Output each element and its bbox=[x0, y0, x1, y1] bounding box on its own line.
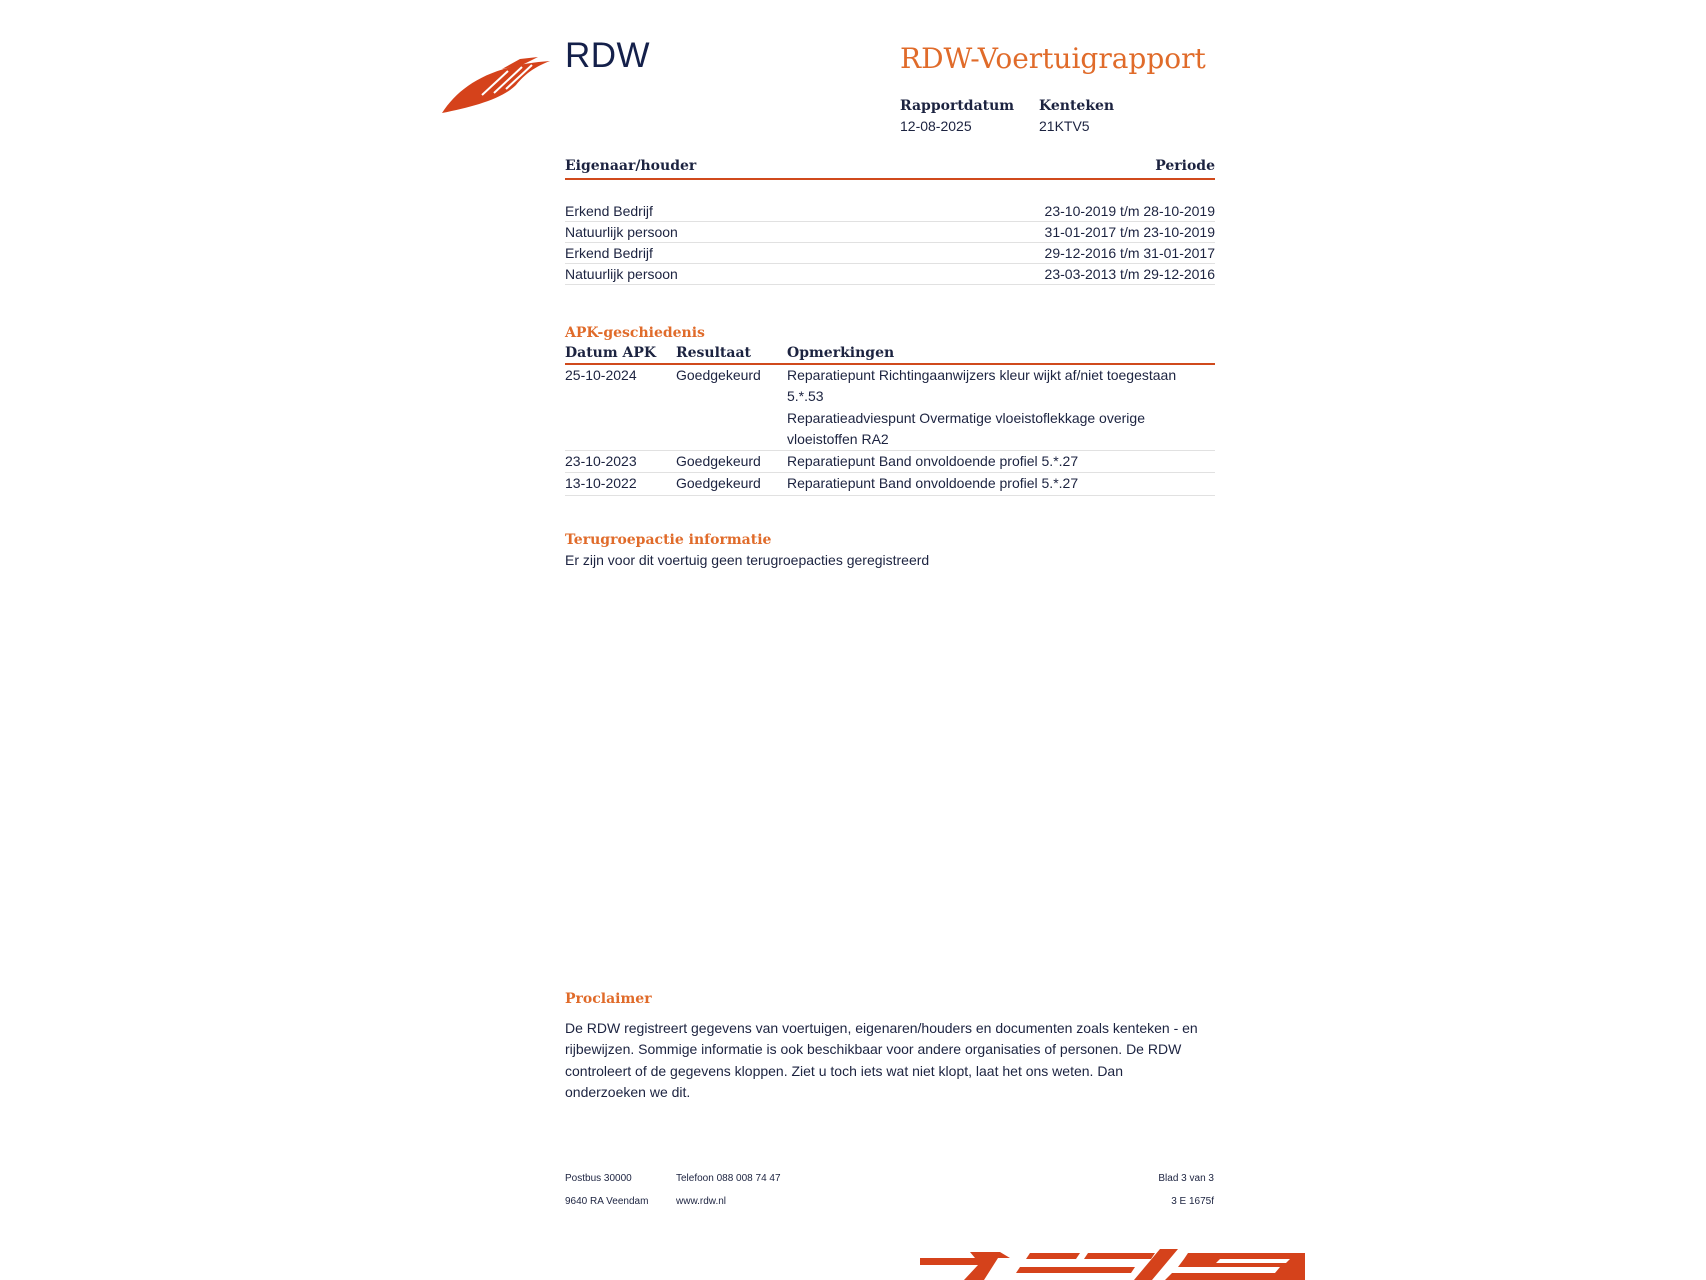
owner-cell: Natuurlijk persoon bbox=[565, 224, 678, 240]
logo-text: RDW bbox=[565, 36, 651, 75]
table-row bbox=[565, 451, 1215, 473]
apk-table-header bbox=[565, 345, 1215, 365]
footer-phone: Telefoon 088 008 74 47 bbox=[676, 1173, 781, 1184]
owners-table-header bbox=[565, 158, 1215, 180]
date-cell: 25-10-2024 bbox=[565, 367, 637, 383]
period-cell: 23-10-2019 t/m 28-10-2019 bbox=[1044, 203, 1215, 219]
remark-text: Reparatiepunt Richtingaanwijzers kleur wijkt af/niet toegestaan 5.*.53 bbox=[787, 367, 1177, 405]
table-row bbox=[565, 264, 1215, 285]
owner-cell: Erkend Bedrijf bbox=[565, 203, 653, 219]
footer-page-number: Blad 3 van 3 bbox=[1158, 1173, 1214, 1184]
result-cell: Goedgekeurd bbox=[676, 475, 761, 492]
remarks-cell bbox=[787, 451, 1215, 472]
table-row bbox=[565, 473, 1215, 495]
date-cell: 13-10-2022 bbox=[565, 475, 637, 492]
table-row bbox=[565, 365, 1215, 451]
rdw-wing-logo-icon bbox=[442, 55, 550, 115]
footer-city: 9640 RA Veendam bbox=[565, 1196, 649, 1207]
period-cell: 29-12-2016 t/m 31-01-2017 bbox=[1044, 245, 1215, 261]
proclaimer-title: Proclaimer bbox=[565, 991, 652, 1007]
owners-table bbox=[565, 158, 1215, 285]
apk-section-title: APK-geschiedenis bbox=[565, 325, 705, 341]
rapportdatum-label: Rapportdatum bbox=[900, 98, 1015, 114]
result-cell: Goedgekeurd bbox=[676, 367, 761, 383]
period-column-header: Periode bbox=[1155, 158, 1215, 174]
rapportdatum-value: 12-08-2025 bbox=[900, 118, 972, 134]
footer-postbus: Postbus 30000 bbox=[565, 1173, 632, 1184]
result-cell: Goedgekeurd bbox=[676, 453, 761, 470]
remarks-column-header: Opmerkingen bbox=[787, 345, 895, 361]
kenteken-value: 21KTV5 bbox=[1039, 118, 1090, 134]
remark-text: Reparatiepunt Band onvoldoende profiel 5.*.27 bbox=[787, 475, 1079, 492]
date-cell: 23-10-2023 bbox=[565, 453, 637, 470]
period-cell: 23-03-2013 t/m 29-12-2016 bbox=[1044, 266, 1215, 282]
footer-website-link[interactable]: www.rdw.nl bbox=[676, 1196, 727, 1207]
footer-code: 3 E 1675f bbox=[1171, 1196, 1214, 1207]
table-row bbox=[565, 243, 1215, 264]
owner-column-header: Eigenaar/houder bbox=[565, 158, 697, 174]
owner-cell: Erkend Bedrijf bbox=[565, 245, 653, 261]
remark-text: Reparatieadviespunt Overmatige vloeistoflekkage overige vloeistoffen RA2 bbox=[787, 409, 1145, 447]
owner-cell: Natuurlijk persoon bbox=[565, 266, 678, 282]
kenteken-label: Kenteken bbox=[1039, 98, 1115, 114]
report-title: RDW-Voertuigrapport bbox=[900, 42, 1206, 75]
table-row bbox=[565, 201, 1215, 222]
apk-table bbox=[565, 345, 1215, 496]
recall-section-title: Terugroepactie informatie bbox=[565, 532, 772, 548]
remarks-cell bbox=[787, 365, 1215, 450]
remark-text: Reparatiepunt Band onvoldoende profiel 5.*.27 bbox=[787, 453, 1079, 470]
proclaimer-text: De RDW registreert gegevens van voertuigen, eigenaren/houders en documenten zoals kenteken - en rijbewijzen. Sommige informatie is ook beschikbaar voor andere organisaties of personen. De RDW controleert of de gegevens kloppen. Ziet u toch iets wat niet klopt, laat het ons weten. Dan onderzoeken we dit. bbox=[565, 1020, 1198, 1100]
result-column-header: Resultaat bbox=[676, 345, 751, 361]
period-cell: 31-01-2017 t/m 23-10-2019 bbox=[1044, 224, 1215, 240]
recall-text: Er zijn voor dit voertuig geen terugroepacties geregistreerd bbox=[565, 552, 930, 568]
remarks-cell bbox=[787, 473, 1215, 494]
rdw-stripes-decoration bbox=[920, 1245, 1305, 1280]
date-column-header: Datum APK bbox=[565, 345, 657, 361]
table-row bbox=[565, 222, 1215, 243]
